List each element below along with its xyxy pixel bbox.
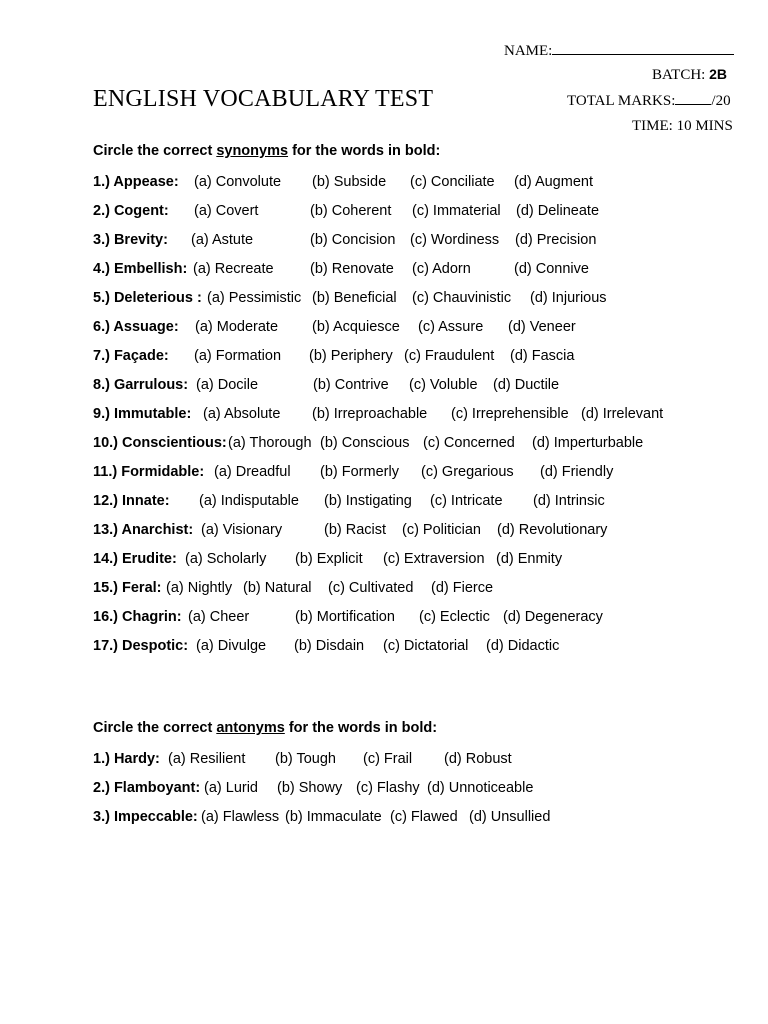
answer-option-b[interactable]: (b) Irreproachable: [312, 406, 428, 422]
question-word: 5.) Deleterious :: [93, 290, 202, 306]
question-word: 1.) Appease:: [93, 174, 179, 190]
answer-option-d[interactable]: (d) Injurious: [530, 290, 607, 306]
answer-option-b[interactable]: (b) Instigating: [324, 493, 412, 509]
question-row: [93, 632, 753, 661]
question-row: [93, 342, 753, 371]
instruction-text: for the words in bold:: [288, 143, 441, 159]
question-word: 6.) Assuage:: [93, 319, 179, 335]
question-row: [93, 603, 753, 632]
answer-option-a[interactable]: (a) Astute: [191, 232, 254, 248]
question-word: 3.) Brevity:: [93, 232, 168, 248]
instruction-text: Circle the correct: [93, 143, 217, 159]
answer-option-c[interactable]: (c) Flawed: [390, 809, 458, 825]
question-word: 13.) Anarchist:: [93, 522, 194, 538]
answer-option-a[interactable]: (a) Covert: [194, 203, 259, 219]
total-marks-blank[interactable]: [675, 92, 711, 105]
answer-option-a[interactable]: (a) Docile: [196, 377, 259, 393]
answer-option-c[interactable]: (c) Irreprehensible: [451, 406, 569, 422]
answer-option-c[interactable]: (c) Wordiness: [410, 232, 500, 248]
answer-option-d[interactable]: (d) Fierce: [431, 580, 494, 596]
answer-option-a[interactable]: (a) Cheer: [188, 609, 250, 625]
synonyms-section: [93, 142, 753, 661]
question-row: [93, 226, 753, 255]
answer-option-c[interactable]: (c) Frail: [363, 751, 413, 767]
question-word: 12.) Innate:: [93, 493, 170, 509]
question-row: [93, 284, 753, 313]
question-word: 11.) Formidable:: [93, 464, 205, 480]
answer-option-c[interactable]: (c) Fraudulent: [404, 348, 495, 364]
question-row: [93, 545, 753, 574]
answer-option-b[interactable]: (b) Periphery: [309, 348, 393, 364]
answer-option-a[interactable]: (a) Convolute: [194, 174, 282, 190]
answer-option-a[interactable]: (a) Thorough: [228, 435, 312, 451]
answer-option-c[interactable]: (c) Eclectic: [419, 609, 490, 625]
answer-option-b[interactable]: (b) Showy: [277, 780, 343, 796]
question-row: [93, 313, 753, 342]
answer-option-b[interactable]: (b) Formerly: [320, 464, 399, 480]
total-marks-label: TOTAL MARKS:: [567, 93, 676, 109]
instruction-keyword: synonyms: [216, 143, 289, 159]
answer-option-c[interactable]: (c) Politician: [402, 522, 481, 538]
name-field[interactable]: [504, 42, 734, 60]
answer-option-b[interactable]: (b) Disdain: [294, 638, 365, 654]
question-row: [93, 458, 753, 487]
answer-option-a[interactable]: (a) Pessimistic: [207, 290, 302, 306]
question-word: 8.) Garrulous:: [93, 377, 189, 393]
antonyms-question-list: [93, 745, 753, 832]
answer-option-d[interactable]: (d) Delineate: [516, 203, 600, 219]
answer-option-b[interactable]: (b) Mortification: [295, 609, 395, 625]
answer-option-a[interactable]: (a) Formation: [194, 348, 282, 364]
answer-option-a[interactable]: (a) Moderate: [195, 319, 279, 335]
question-row: [93, 371, 753, 400]
batch-label: BATCH:: [652, 67, 706, 83]
question-row: [93, 745, 753, 774]
answer-option-c[interactable]: (c) Intricate: [430, 493, 503, 509]
question-row: [93, 803, 753, 832]
question-word: 17.) Despotic:: [93, 638, 189, 654]
answer-option-b[interactable]: (b) Subside: [312, 174, 387, 190]
answer-option-c[interactable]: (c) Voluble: [409, 377, 478, 393]
total-marks-suffix: /20: [711, 93, 731, 109]
answer-option-b[interactable]: (b) Coherent: [310, 203, 392, 219]
answer-option-a[interactable]: (a) Recreate: [193, 261, 274, 277]
answer-option-a[interactable]: (a) Resilient: [168, 751, 246, 767]
answer-option-a[interactable]: (a) Flawless: [201, 809, 280, 825]
answer-option-d[interactable]: (d) Friendly: [540, 464, 614, 480]
question-word: 2.) Cogent:: [93, 203, 169, 219]
answer-option-b[interactable]: (b) Concision: [310, 232, 396, 248]
antonyms-instruction: [93, 719, 753, 737]
answer-option-a[interactable]: (a) Nightly: [166, 580, 233, 596]
answer-option-d[interactable]: (d) Unsullied: [469, 809, 551, 825]
answer-option-d[interactable]: (d) Enmity: [496, 551, 563, 567]
name-label: NAME:: [504, 43, 553, 59]
question-row: [93, 197, 753, 226]
question-row: [93, 429, 753, 458]
answer-option-c[interactable]: (c) Cultivated: [328, 580, 414, 596]
answer-option-d[interactable]: (d) Degeneracy: [503, 609, 603, 625]
answer-option-b[interactable]: (b) Renovate: [310, 261, 394, 277]
question-word: 3.) Impeccable:: [93, 809, 198, 825]
answer-option-a[interactable]: (a) Absolute: [203, 406, 281, 422]
answer-option-b[interactable]: (b) Beneficial: [312, 290, 397, 306]
answer-option-d[interactable]: (d) Unnoticeable: [427, 780, 534, 796]
answer-option-c[interactable]: (c) Adorn: [412, 261, 471, 277]
question-row: [93, 255, 753, 284]
answer-option-c[interactable]: (c) Flashy: [356, 780, 420, 796]
question-row: [93, 516, 753, 545]
instruction-text: for the words in bold:: [284, 720, 438, 736]
instruction-keyword: antonyms: [216, 720, 285, 736]
answer-option-a[interactable]: (a) Dreadful: [214, 464, 291, 480]
answer-option-d[interactable]: (d) Didactic: [486, 638, 560, 654]
synonyms-instruction: [93, 142, 753, 160]
answer-option-b[interactable]: (b) Explicit: [295, 551, 363, 567]
answer-option-a[interactable]: (a) Lurid: [204, 780, 258, 796]
answer-option-c[interactable]: (c) Dictatorial: [383, 638, 469, 654]
question-word: 9.) Immutable:: [93, 406, 192, 422]
answer-option-c[interactable]: (c) Conciliate: [410, 174, 495, 190]
answer-option-d[interactable]: (d) Connive: [514, 261, 589, 277]
question-row: [93, 774, 753, 803]
answer-option-c[interactable]: (c) Gregarious: [421, 464, 514, 480]
answer-option-a[interactable]: (a) Visionary: [201, 522, 283, 538]
question-word: 15.) Feral:: [93, 580, 162, 596]
answer-option-d[interactable]: (d) Revolutionary: [497, 522, 608, 538]
answer-option-b[interactable]: (b) Contrive: [313, 377, 389, 393]
question-word: 1.) Hardy:: [93, 751, 160, 767]
batch-value: 2B: [709, 66, 727, 82]
answer-option-b[interactable]: (b) Acquiesce: [312, 319, 400, 335]
time-label: TIME: 10 MINS: [632, 118, 733, 134]
answer-option-d[interactable]: (d) Augment: [514, 174, 593, 190]
answer-option-d[interactable]: (d) Intrinsic: [533, 493, 605, 509]
question-row: [93, 400, 753, 429]
question-word: 14.) Erudite:: [93, 551, 177, 567]
answer-option-d[interactable]: (d) Ductile: [493, 377, 560, 393]
instruction-text: Circle the correct: [93, 720, 217, 736]
name-blank[interactable]: [552, 42, 734, 55]
question-word: 4.) Embellish:: [93, 261, 188, 277]
page-title: ENGLISH VOCABULARY TEST: [93, 86, 434, 112]
answer-option-d[interactable]: (d) Imperturbable: [532, 435, 644, 451]
answer-option-a[interactable]: (a) Divulge: [196, 638, 267, 654]
answer-option-d[interactable]: (d) Fascia: [510, 348, 575, 364]
answer-option-c[interactable]: (c) Immaterial: [412, 203, 501, 219]
answer-option-c[interactable]: (c) Concerned: [423, 435, 515, 451]
answer-option-d[interactable]: (d) Precision: [515, 232, 597, 248]
answer-option-c[interactable]: (c) Assure: [418, 319, 484, 335]
answer-option-a[interactable]: (a) Indisputable: [199, 493, 299, 509]
answer-option-c[interactable]: (c) Chauvinistic: [412, 290, 512, 306]
question-word: 16.) Chagrin:: [93, 609, 182, 625]
question-row: [93, 574, 753, 603]
total-marks-field: [567, 92, 731, 110]
answer-option-a[interactable]: (a) Scholarly: [185, 551, 267, 567]
batch-field: [652, 66, 727, 84]
question-word: 10.) Conscientious:: [93, 435, 227, 451]
answer-option-b[interactable]: (b) Immaculate: [285, 809, 382, 825]
answer-option-d[interactable]: (d) Irrelevant: [581, 406, 664, 422]
answer-option-c[interactable]: (c) Extraversion: [383, 551, 485, 567]
answer-option-d[interactable]: (d) Veneer: [508, 319, 576, 335]
answer-option-d[interactable]: (d) Robust: [444, 751, 512, 767]
answer-option-b[interactable]: (b) Natural: [243, 580, 312, 596]
synonyms-question-list: [93, 168, 753, 661]
antonyms-section: [93, 719, 753, 832]
answer-option-b[interactable]: (b) Tough: [275, 751, 336, 767]
question-word: 2.) Flamboyant:: [93, 780, 201, 796]
question-row: [93, 168, 753, 197]
answer-option-b[interactable]: (b) Conscious: [320, 435, 410, 451]
question-row: [93, 487, 753, 516]
answer-option-b[interactable]: (b) Racist: [324, 522, 387, 538]
question-word: 7.) Façade:: [93, 348, 169, 364]
